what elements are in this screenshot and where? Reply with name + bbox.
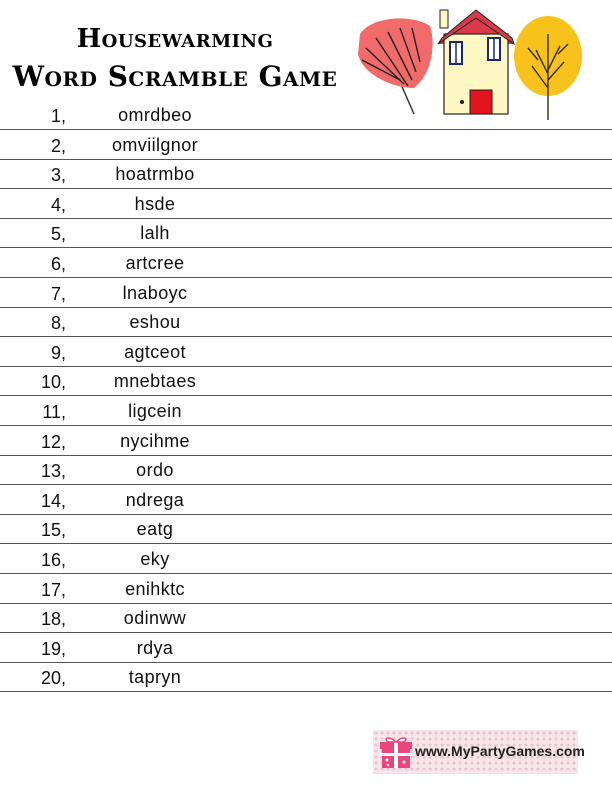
scrambled-word: eky (140, 549, 170, 569)
word-row (0, 486, 612, 515)
word-row (0, 634, 612, 663)
word-row (0, 338, 612, 367)
word-row (0, 604, 612, 633)
word-row (0, 367, 612, 396)
item-number: 6, (50, 254, 66, 274)
scrambled-word: ndrega (125, 489, 185, 510)
website-url[interactable]: www.MyPartyGames.com (415, 743, 585, 759)
scrambled-word: ordo (136, 460, 174, 481)
word-row (0, 663, 612, 692)
scrambled-word: mnebtaes (113, 371, 197, 392)
item-number: 8, (50, 313, 66, 334)
scrambled-word: artcree (125, 253, 185, 273)
word-row (0, 190, 612, 219)
item-number: 16, (40, 550, 66, 570)
item-number: 12, (40, 431, 66, 452)
item-number: 15, (40, 520, 66, 541)
item-number: 14, (40, 490, 66, 511)
item-number: 18, (40, 609, 66, 630)
title-line-2: Word Scramble Game (12, 60, 338, 93)
word-row (0, 427, 612, 456)
word-row (0, 545, 612, 574)
scrambled-word: eshou (129, 312, 181, 333)
scrambled-word: hsde (134, 193, 176, 214)
scrambled-word: odinww (123, 608, 187, 629)
scrambled-word: hoatrmbo (115, 164, 195, 185)
item-number: 20, (40, 668, 66, 689)
item-number: 17, (40, 579, 66, 600)
item-number: 5, (50, 224, 66, 245)
item-number: 4, (50, 194, 66, 215)
word-row (0, 397, 612, 426)
word-row (0, 308, 612, 337)
scrambled-word: lalh (140, 223, 170, 244)
item-number: 9, (50, 342, 66, 363)
item-number: 1, (50, 106, 66, 126)
scrambled-word: lnaboyc (122, 282, 188, 303)
word-row (0, 279, 612, 308)
answer-line[interactable] (0, 691, 612, 692)
scrambled-word: enihktc (125, 578, 185, 599)
scrambled-word: omrdbeo (118, 105, 192, 125)
scrambled-word: ligcein (128, 401, 182, 421)
word-row (0, 131, 612, 160)
item-number: 13, (40, 461, 66, 482)
word-row (0, 219, 612, 248)
word-row (0, 515, 612, 544)
item-number: 10, (40, 372, 66, 393)
word-row (0, 160, 612, 189)
word-row (0, 575, 612, 604)
word-row (0, 249, 612, 278)
scrambled-word: omviilgnor (111, 134, 199, 155)
scrambled-word: agtceot (124, 341, 186, 362)
item-number: 2, (50, 135, 66, 156)
scrambled-word: rdya (136, 637, 174, 658)
word-row (0, 101, 612, 130)
word-row (0, 456, 612, 485)
item-number: 7, (50, 283, 66, 304)
title-line-1: Housewarming (76, 24, 274, 54)
item-number: 11, (42, 402, 66, 422)
item-number: 19, (40, 638, 66, 659)
gift-icon (379, 734, 413, 770)
scrambled-word: eatg (136, 519, 174, 540)
scrambled-word: nycihme (120, 430, 190, 451)
item-number: 3, (50, 165, 66, 186)
website-badge[interactable] (373, 730, 585, 774)
scrambled-word: tapryn (128, 667, 182, 688)
